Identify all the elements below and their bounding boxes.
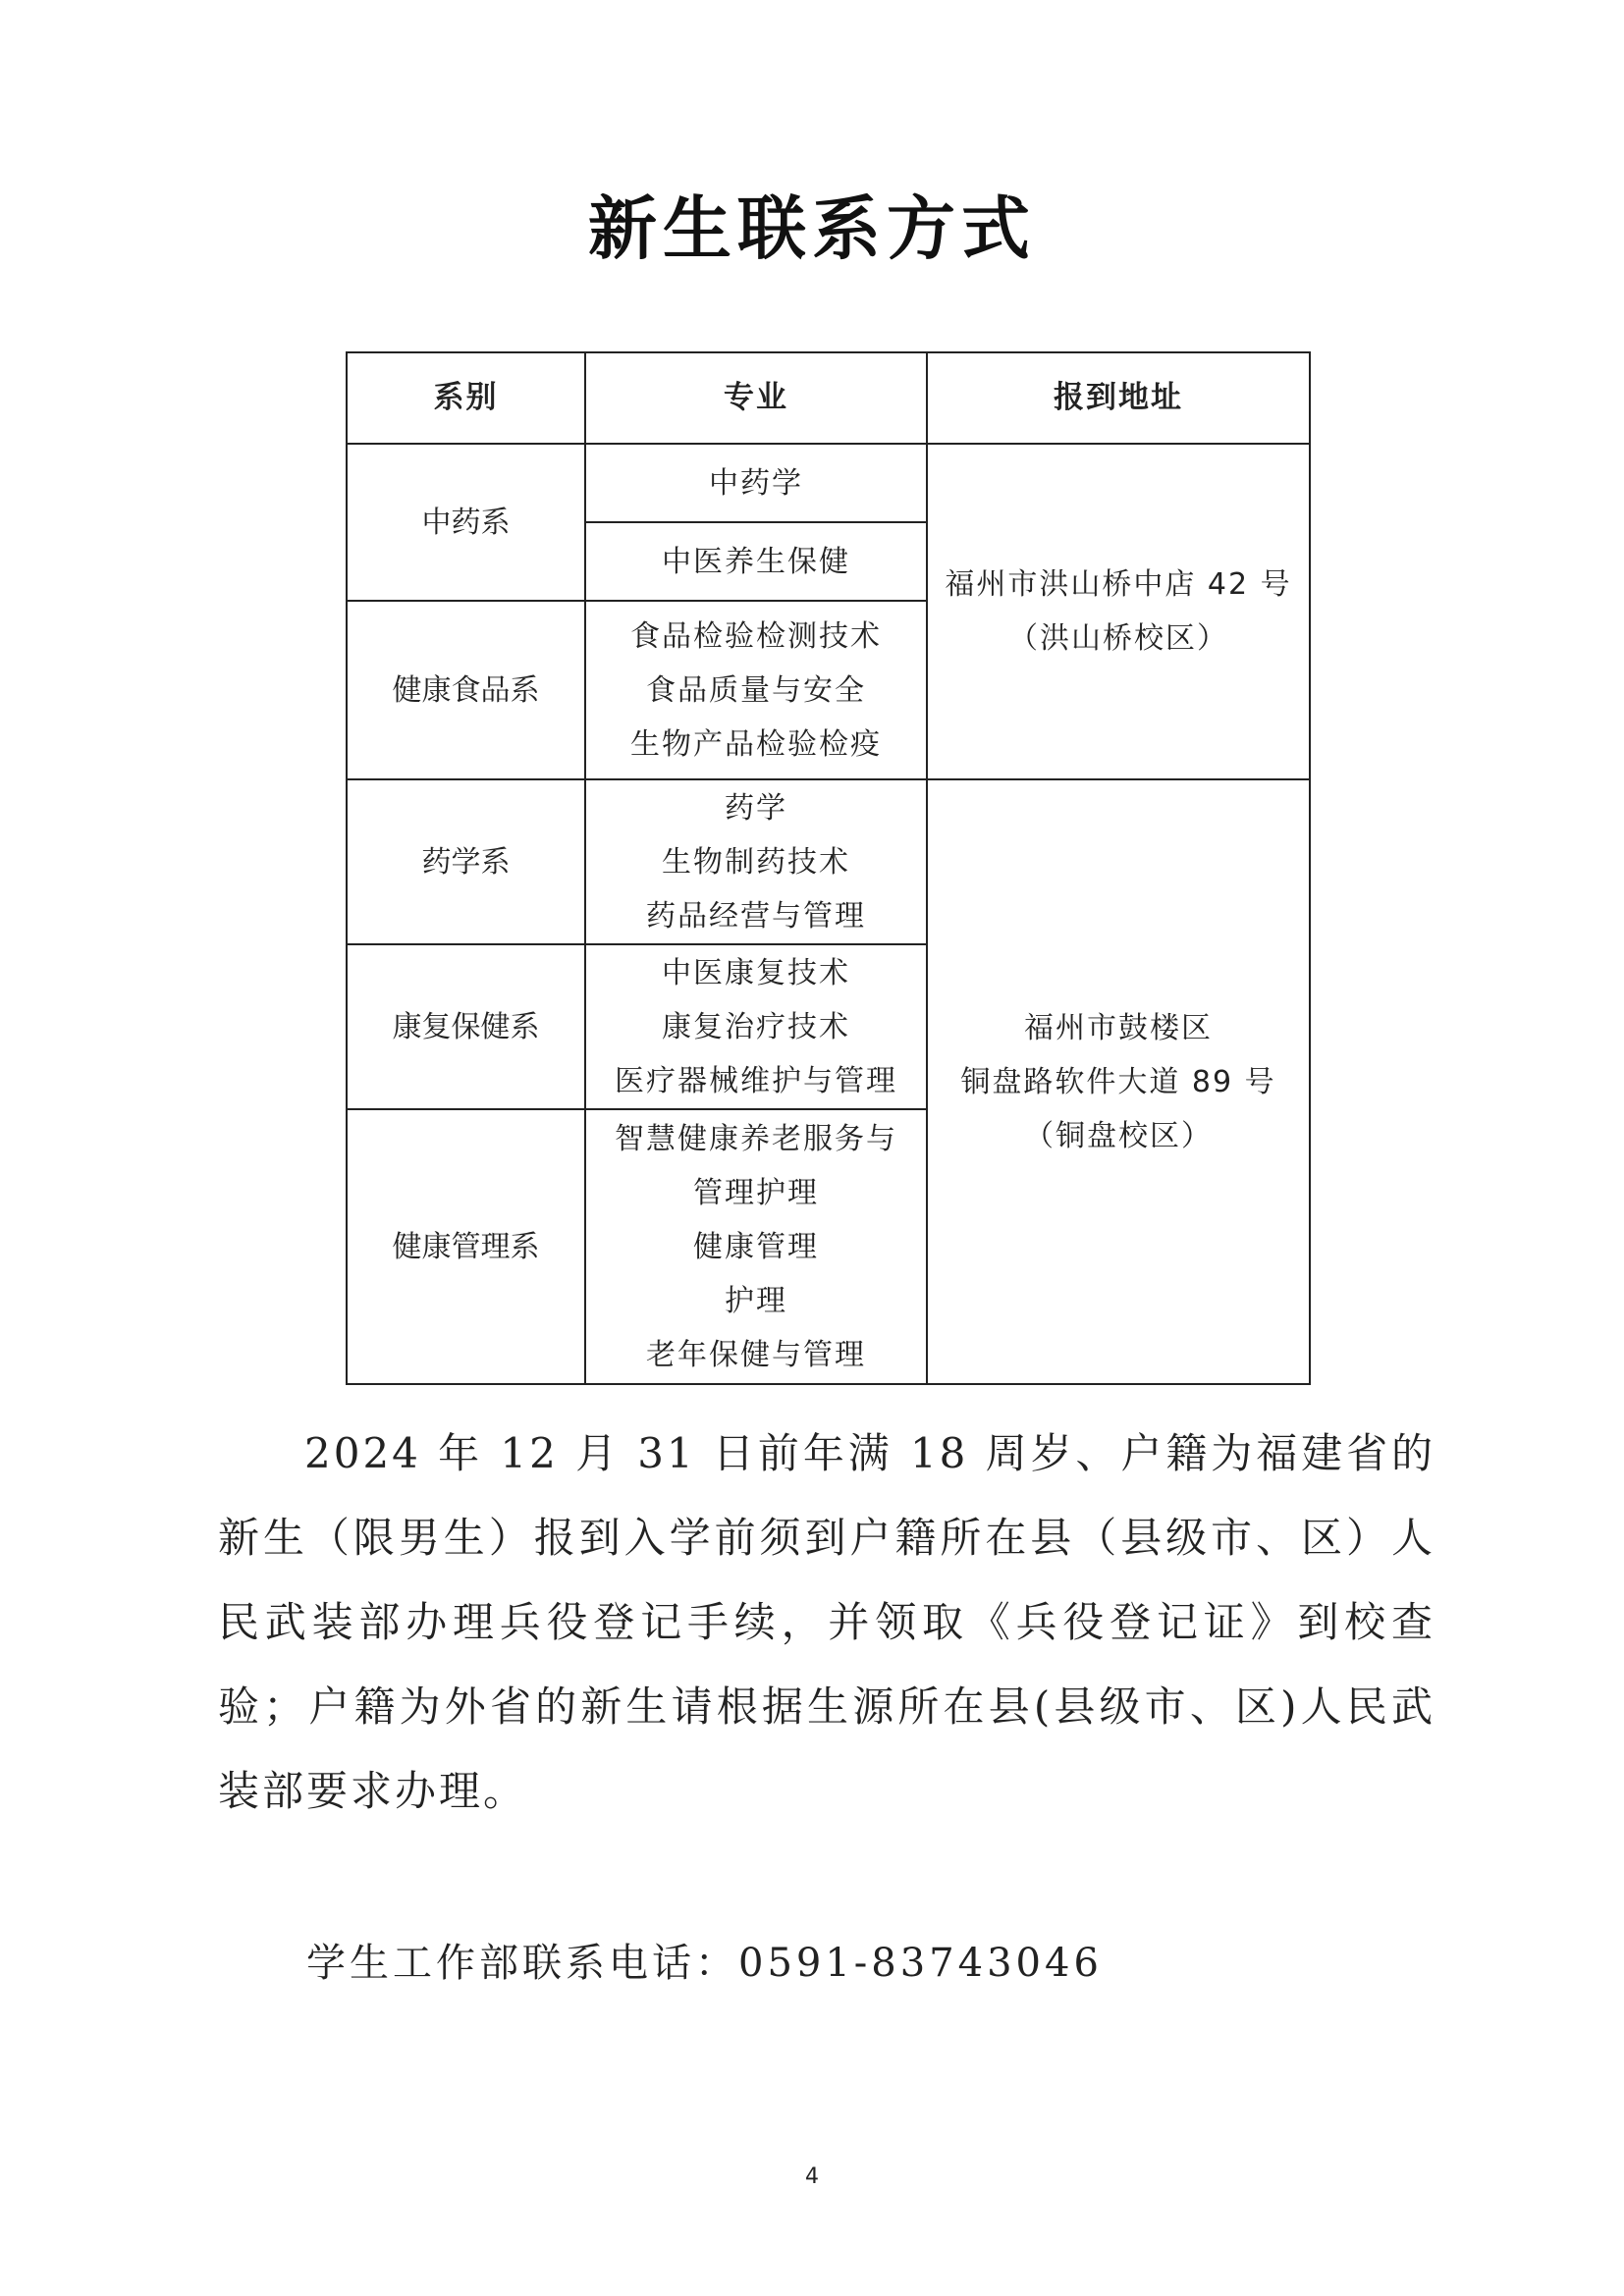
major-item: 生物产品检验检疫 [630, 726, 882, 762]
major-item: 药学 [725, 790, 787, 826]
major-item: 生物制药技术 [662, 844, 850, 880]
major-item: 中医康复技术 [662, 955, 850, 990]
contact-table [346, 351, 1311, 1385]
major-cell [585, 444, 927, 522]
page-number: 4 [805, 2164, 819, 2189]
major-cell [585, 601, 927, 779]
major-item: 管理护理 [693, 1175, 819, 1210]
header-major: 专业 [585, 352, 927, 444]
major-cell [585, 1109, 927, 1384]
contact-phone: 学生工作部联系电话：0591-83743046 [306, 1941, 1103, 1986]
header-department: 系别 [347, 352, 585, 444]
campus-name: （洪山桥校区） [1008, 621, 1228, 656]
address-cell-tongpan [927, 779, 1310, 1384]
major-item: 中医养生保健 [662, 544, 850, 579]
address-line: 铜盘路软件大道 89 号 [960, 1064, 1276, 1099]
department-cell: 康复保健系 [347, 944, 585, 1109]
header-address: 报到地址 [927, 352, 1310, 444]
department-cell: 健康管理系 [347, 1109, 585, 1384]
major-cell [585, 779, 927, 944]
major-item: 医疗器械维护与管理 [615, 1063, 897, 1098]
major-item: 中药学 [709, 465, 803, 501]
table-header-row [347, 352, 1310, 444]
major-item: 智慧健康养老服务与 [615, 1121, 897, 1156]
major-cell [585, 944, 927, 1109]
address-line: 福州市洪山桥中店 42 号 [945, 567, 1292, 602]
major-item: 康复治疗技术 [662, 1009, 850, 1044]
military-registration-note: 2024 年 12 月 31 日前年满 18 周岁、户籍为福建省的新生（限男生）报到入学前须到户籍所在县（县级市、区）人民武装部办理兵役登记手续，并领取《兵役登记证》到校查验；户籍为外省的新生请根据生源所在县(县级市、区)人民武装部要求办理。 [218, 1429, 1435, 1815]
major-item: 健康管理 [693, 1229, 819, 1264]
major-item: 护理 [725, 1283, 787, 1318]
table-row [347, 444, 1310, 522]
major-cell [585, 522, 927, 601]
department-cell: 药学系 [347, 779, 585, 944]
major-item: 食品质量与安全 [646, 672, 866, 708]
major-item: 老年保健与管理 [646, 1337, 866, 1372]
major-item: 食品检验检测技术 [630, 618, 882, 654]
address-cell-hongshanqiao [927, 444, 1310, 779]
campus-name: （铜盘校区） [1024, 1118, 1213, 1153]
department-cell: 健康食品系 [347, 601, 585, 779]
address-line: 福州市鼓楼区 [1024, 1010, 1213, 1045]
department-cell: 中药系 [347, 444, 585, 601]
table-row [347, 779, 1310, 944]
page-title: 新生联系方式 [588, 187, 1036, 269]
major-item: 药品经营与管理 [646, 898, 866, 934]
